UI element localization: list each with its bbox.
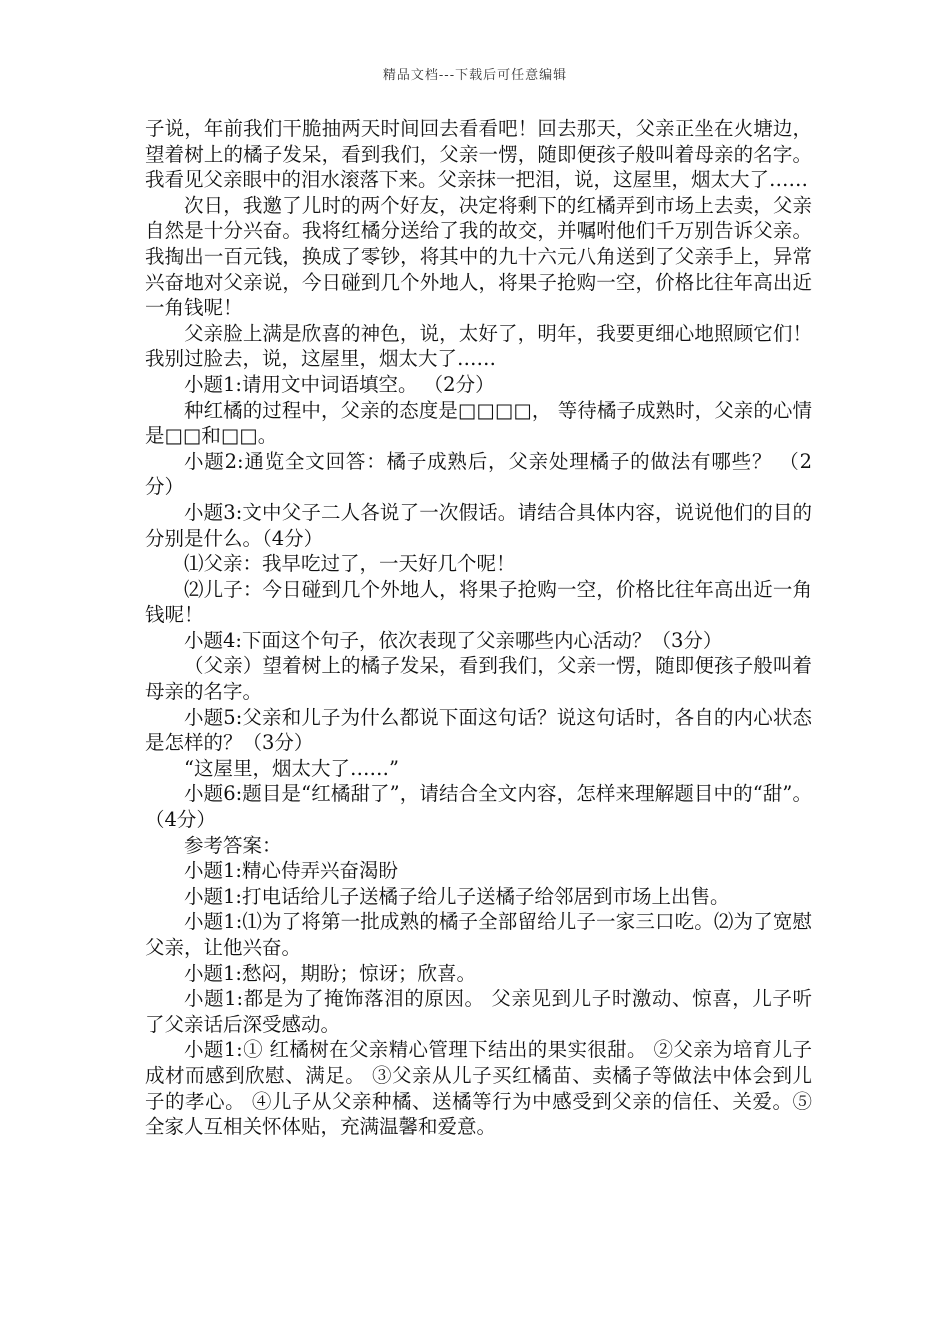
question-5-quote: “这屋里，烟太大了……” [184, 756, 399, 780]
question-6: 小题6:题目是“红橘甜了”，请结合全文内容，怎样来理解题目中的“甜”。 （4分） [145, 782, 812, 832]
answer-1: 小题1:精心侍弄兴奋渴盼 [184, 859, 398, 883]
question-3-item-1: ⑴父亲：我早吃过了，一天好几个呢！ [184, 552, 516, 576]
question-1-prompt: 种红橘的过程中，父亲的态度是□□□□， 等待橘子成熟时，父亲的心情是□□和□□。 [145, 398, 812, 448]
answer-4: 小题1:愁闷，期盼；惊讶；欣喜。 [184, 961, 476, 985]
passage-paragraph-3: 父亲脸上满是欣喜的神色，说，太好了，明年，我要更细心地照顾它们！我别过脸去，说，这屋里，烟太大了…… [145, 321, 812, 371]
answer-5: 小题1:都是为了掩饰落泪的原因。 父亲见到儿子时激动、惊喜，儿子听了父亲话后深受感动。 [145, 987, 812, 1036]
question-2: 小题2:通览全文回答：橘子成熟后，父亲处理橘子的做法有哪些？ （2分） [145, 449, 812, 499]
answer-6: 小题1:① 红橘树在父亲精心管理下结出的果实很甜。 ②父亲为培育儿子成材而感到欣慰、满足。 ③父亲从儿子买红橘苗、卖橘子等做法中体会到儿子的孝心。 ④儿子从父亲种橘、送橘等行为中感受到父亲的信任、关爱。⑤全家人互相关怀体贴，充满温馨和爱意。 [145, 1038, 812, 1139]
answer-3: 小题1:⑴为了将第一批成熟的橘子全部留给儿子一家三口吃。⑵为了宽慰父亲，让他兴奋。 [145, 910, 812, 959]
document-body [145, 116, 812, 1140]
question-3: 小题3:文中父子二人各说了一次假话。请结合具体内容，说说他们的目的分别是什么。（4分） [145, 500, 812, 550]
question-1-title: 小题1:请用文中词语填空。 （2分） [184, 372, 495, 396]
question-3-item-2: ⑵儿子：今日碰到几个外地人，将果子抢购一空，价格比往年高出近一角钱呢！ [145, 577, 812, 627]
question-5: 小题5:父亲和儿子为什么都说下面这句话？说这句话时，各自的内心状态是怎样的？（3分） [145, 705, 812, 755]
question-4: 小题4:下面这个句子，依次表现了父亲哪些内心活动？（3分） [184, 628, 723, 652]
answer-2: 小题1:打电话给儿子送橘子给儿子送橘子给邻居到市场上出售。 [184, 884, 730, 908]
question-4-quote: （父亲）望着树上的橘子发呆，看到我们，父亲一愣，随即便孩子般叫着母亲的名字。 [145, 654, 812, 704]
passage-paragraph-1: 子说，年前我们干脆抽两天时间回去看看吧！回去那天，父亲正坐在火塘边，望着树上的橘子发呆，看到我们，父亲一愣，随即便孩子般叫着母亲的名字。我看见父亲眼中的泪水滚落下来。父亲抹一把泪，说，这屋里，烟太大了…… [145, 117, 812, 192]
answers-heading: 参考答案： [184, 833, 282, 857]
page-header: 精品文档---下载后可任意编辑 [382, 68, 568, 83]
passage-paragraph-2: 次日，我邀了儿时的两个好友，决定将剩下的红橘弄到市场上去卖，父亲自然是十分兴奋。我将红橘分送给了我的故交，并嘱咐他们千万别告诉父亲。我掏出一百元钱，换成了零钞，将其中的九十六元八角送到了父亲手上，异常兴奋地对父亲说，今日碰到几个外地人，将果子抢购一空，价格比往年高出近一角钱呢！ [145, 193, 812, 320]
